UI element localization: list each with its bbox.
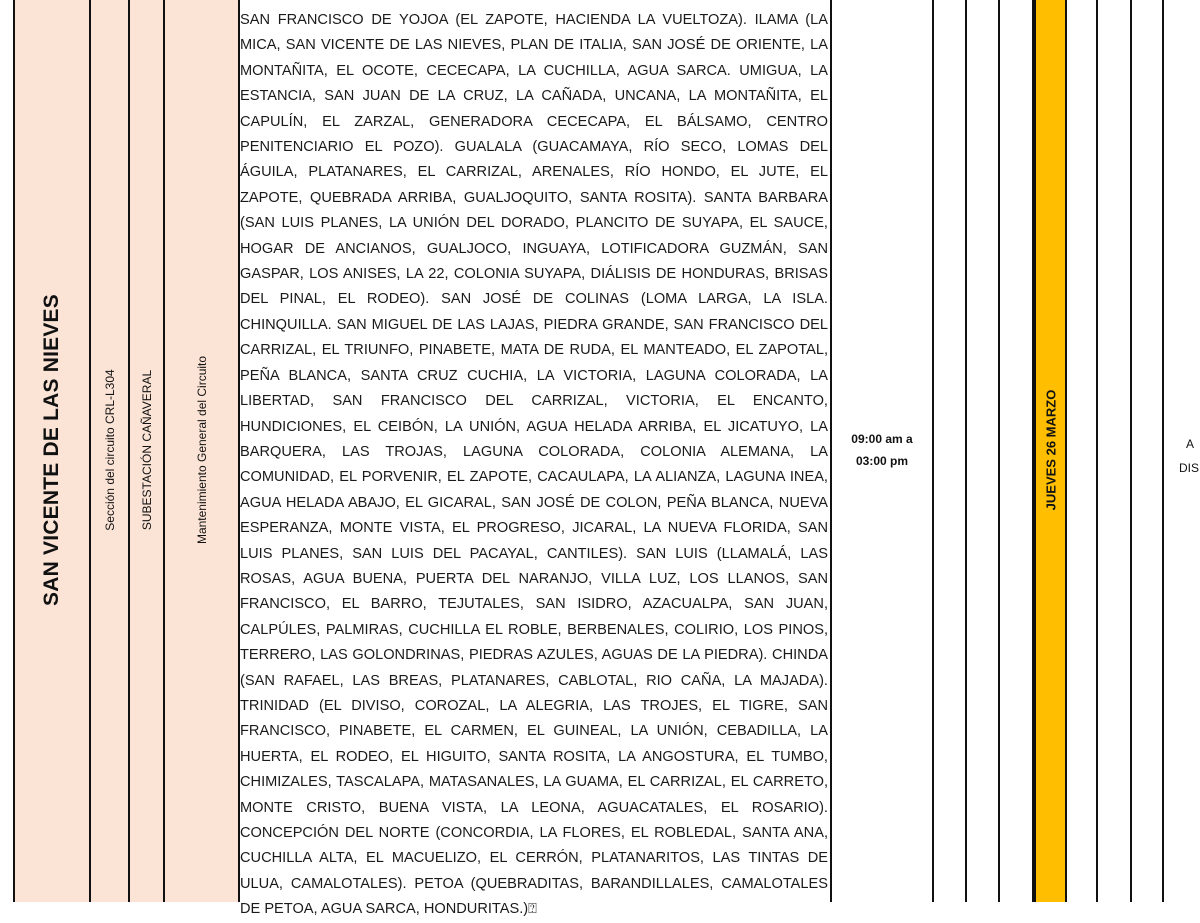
date-column (1034, 0, 1067, 902)
substation-label: SUBESTACIÓN CAÑAVERAL (139, 369, 154, 531)
affected-areas-text: SAN FRANCISCO DE YOJOA (EL ZAPOTE, HACIENDA LA VUELTOZA). ILAMA (LA MICA, SAN VICENTE DE LAS NIEVES, PLAN DE ITALIA, SAN JOSÉ DE ORIENTE, LA MONTAÑITA, EL OCOTE, CECECAPA, LA CUCHILLA, AGUA SARCA. UMIGUA, LA ESTANCIA, SAN JUAN DE LA CRUZ, LA CAÑADA, UNCANA, LA MONTAÑITA, EL CAPULÍN, EL ZARZAL, GENERADORA CECECAPA, EL BÁLSAMO, CENTRO PENITENCIARIO EL POZO). GUALALA (GUACAMAYA, RÍO SECO, LOMAS DEL ÁGUILA, PLATANARES, EL CARRIZAL, ARENALES, RÍO HONDO, EL JUTE, EL ZAPOTE, QUEBRADA ARRIBA, GUALJOQUITO, SANTA ROSITA). SANTA BARBARA (SAN LUIS PLANES, LA UNIÓN DEL DORADO, PLANCITO DE SUYAPA, EL SAUCE, HOGAR DE ANCIANOS, GUALJOCO, INGUAYA, LOTIFICADORA GUZMÁN, SAN GASPAR, LOS ANISES, LA 22, COLONIA SUYAPA, DIÁLISIS DE HONDURAS, BRISAS DEL PINAL, EL RODEO). SAN JOSÉ DE COLINAS (LOMA LARGA, LA ISLA. CHINQUILLA. SAN MIGUEL DE LAS LAJAS, PIEDRA GRANDE, SAN FRANCISCO DEL CARRIZAL, EL TRIUNFO, PINABETE, MATA DE RUDA, EL MANTEADO, EL ZAPOTAL, PEÑA BLANCA, SANTA CRUZ CUCHIA, LA VICTORIA, LAGUNA COLORADA, LA LIBERTAD, SAN FRANCISCO DEL CARRIZAL, VICTORIA, EL ENCANTO, HUNDICIONES, EL CEIBÓN, LA UNIÓN, AGUA HELADA ARRIBA, EL JICATUYO, LA BARQUERA, LAS TROJAS, LAGUNA COLORADA, COLONIA ALEMANA, LA COMUNIDAD, EL PORVENIR, EL ZAPOTE, CACAULAPA, LA ALIANZA, LAGUNA INEA, AGUA HELADA ABAJO, EL GICARAL, SAN JOSÉ DE COLON, PEÑA BLANCA, NUEVA ESPERANZA, MONTE VISTA, EL PROGRESO, JICARAL, LA NUEVA FLORIDA, SAN LUIS PLANES, SAN LUIS DEL PACAYAL, CANTILES). SAN LUIS (LLAMALÁ, LAS ROSAS, AGUA BUENA, PUERTA DEL NARANJO, VILLA LUZ, LOS LLANOS, SAN FRANCISCO, EL BARRO, TEJUTALES, SAN ISIDRO, AZACUALPA, SAN JUAN, CALPÚLES, PALMIRAS, CUCHILLA EL ROBLE, BERBENALES, COLIRIO, LOS PINOS, TERRERO, LAS GOLONDRINAS, PIEDRAS AZULES, AGUAS DE LA PIEDRA). CHINDA (SAN RAFAEL, LAS BREAS, PLATANARES, CABLOTAL, RIO CAÑA, LA MAJADA). TRINIDAD (EL DIVISO, COROZAL, LA ALEGRIA, LAS TROJES, EL TIGRE, SAN FRANCISCO, PINABETE, EL CARMEN, EL GUINEAL, LA UNIÓN, CEBADILLA, LA HUERTA, EL RODEO, EL HIGUITO, SANTA ROSITA, LA ANGOSTURA, EL TUMBO, CHIMIZALES, TASCALAPA, MATASANALES, LA GUAMA, EL CARRIZAL, EL CARRETO, MONTE CRISTO, BUENA VISTA, LA LEONA, AGUACATALES, EL ROSARIO). CONCEPCIÓN DEL NORTE (CONCORDIA, LA FLORES, EL ROBLEDAL, SANTA ANA, CUCHILLA ALTA, EL MACUELIZO, EL CERRÓN, PLATANARITOS, LAS TINTAS DE ULUA, CAMALOTALES). PETOA (QUEBRADITAS, BARANDILLALES, CAMALOTALES DE PETOA, AGUA SARCA, HONDURITAS.)⍰ (240, 12, 828, 918)
zone-name: SAN VICENTE DE LAS NIEVES (40, 294, 63, 606)
empty-column-6 (1132, 0, 1164, 902)
cut-off-text-top: A (1185, 437, 1194, 451)
zone-column (15, 0, 91, 902)
empty-column-1 (934, 0, 967, 902)
cut-off-text-bottom: DIS (1179, 461, 1200, 475)
date-label: JUEVES 26 MARZO (1043, 389, 1058, 511)
work-type-label: Mantenimiento General del Circuito (194, 355, 209, 545)
substation-column (130, 0, 165, 902)
section-column (91, 0, 130, 902)
time-start: 09:00 am a (851, 432, 913, 446)
empty-column-3 (1000, 0, 1034, 902)
time-end: 03:00 pm (855, 454, 909, 468)
empty-column-5 (1098, 0, 1132, 902)
work-type-column (165, 0, 240, 902)
empty-column-2 (967, 0, 1000, 902)
circuit-section-label: Sección del circuito CRL-L304 (102, 369, 117, 531)
empty-column-4 (1067, 0, 1098, 902)
left-margin-column (0, 0, 15, 902)
time-range (834, 428, 930, 472)
cut-off-column-text (1180, 432, 1200, 480)
